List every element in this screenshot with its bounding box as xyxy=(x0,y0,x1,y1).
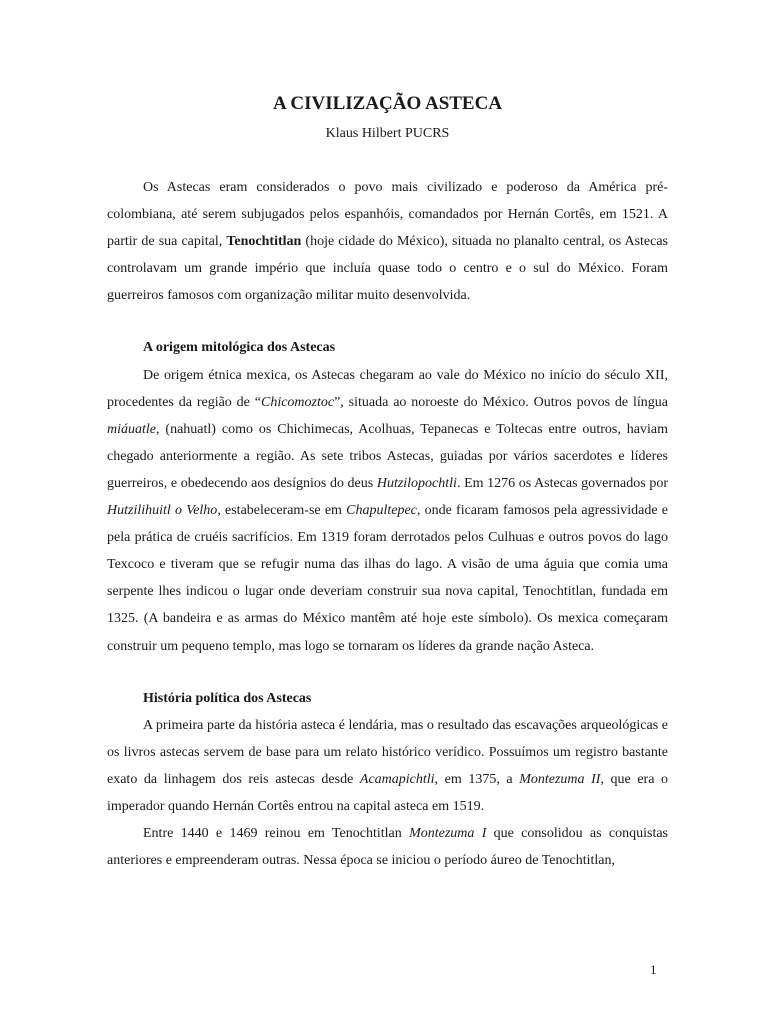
s1-ital-3: Hutzilopochtli xyxy=(376,475,457,491)
section2-paragraph-2 xyxy=(107,820,668,874)
document-page xyxy=(107,88,668,874)
s1-text-5: , estabeleceram-se em xyxy=(217,503,347,519)
document-title: A CIVILIZAÇÃO ASTECA xyxy=(272,93,503,114)
intro-paragraph xyxy=(107,174,668,309)
s1-ital-5: Chapultepec xyxy=(346,503,417,519)
section-heading-origem: A origem mitológica dos Astecas xyxy=(143,340,336,356)
s2-p2-text-2: que consolidou as conquistas anteriores e empreenderam outras. Nessa época se iniciou o período áureo de Tenochtitlan, xyxy=(107,826,668,869)
s2-p2-ital-1: Montezuma I xyxy=(409,826,487,842)
s2-p1-text-3: que era o imperador quando Hernán Cortês entrou na capital asteca em 1519. xyxy=(107,771,668,814)
document-author: Klaus Hilbert PUCRS xyxy=(325,126,450,141)
s2-p1-ital-2: Montezuma II, xyxy=(519,771,604,787)
s2-p1-ital-1: Acamapichtli xyxy=(359,771,435,787)
page-number: 1 xyxy=(650,962,657,977)
section2-paragraph-1 xyxy=(107,712,668,820)
s1-text-6: , onde ficaram famosos pela agressividade e pela prática de cruéis sacrifícios. Em 1319 foram derrotados pelos Culhuas e outros povos do lago Texcoco e tiveram que se refugir numa das ilhas do lago. A visão de uma águia que comia uma serpente lhes indicou o lugar onde deveriam construir sua nova capital, Tenochtitlan, fundada em 1325. (A bandeira e as armas do México mantêm até hoje este símbolo). Os mexica começaram construir um pequeno templo, mas logo se tornaram os líderes da grande nação Asteca. xyxy=(107,503,668,654)
s1-ital-4: Hutzilihuitl o Velho xyxy=(107,503,218,519)
intro-text-2: (hoje cidade do México), situada no planalto central, os Astecas controlavam um grande império que incluía quase todo o centro e o sul do México. Foram guerreiros famosos com organização militar muito desenvolvida. xyxy=(107,234,668,304)
intro-bold-tenochtitlan: Tenochtitlan xyxy=(226,234,302,250)
s1-text-4: . Em 1276 os Astecas governados por xyxy=(456,475,668,491)
s2-p2-text-1: Entre 1440 e 1469 reinou em Tenochtitlan xyxy=(143,826,410,842)
s1-text-2: ”, situada ao noroeste do México. Outros povos de língua xyxy=(334,394,668,410)
s1-text-3: , (nahuatl) como os Chichimecas, Acolhuas, Tepanecas e Toltecas entre outros, haviam chegado anteriormente a região. As sete tribos Astecas, guiadas por vários sacerdotes e líderes guerreiros, e obedecendo aos desígnios do deus xyxy=(107,421,668,491)
section-heading-historia: História política dos Astecas xyxy=(143,690,312,706)
s2-p1-text-1: A primeira parte da história asteca é lendária, mas o resultado das escavações arqueológicas e os livros astecas servem de base para um relato histórico verídico. Possuímos um registro bastante exato da linhagem dos reis astecas desde xyxy=(107,717,668,787)
s2-p1-text-2: , em 1375, a xyxy=(434,771,520,787)
s1-ital-2: miáuatle xyxy=(107,421,156,437)
section1-paragraph xyxy=(107,362,668,660)
intro-text-1: Os Astecas eram considerados o povo mais civilizado e poderoso da América pré-colombiana, até serem subjugados pelos espanhóis, comandados por Hernán Cortês, em 1521. A partir de sua capital, xyxy=(107,180,668,250)
s1-ital-1: Chicomoztoc xyxy=(260,394,335,410)
s1-text-1: De origem étnica mexica, os Astecas chegaram ao vale do México no início do século XII, procedentes da região de “ xyxy=(107,367,668,410)
